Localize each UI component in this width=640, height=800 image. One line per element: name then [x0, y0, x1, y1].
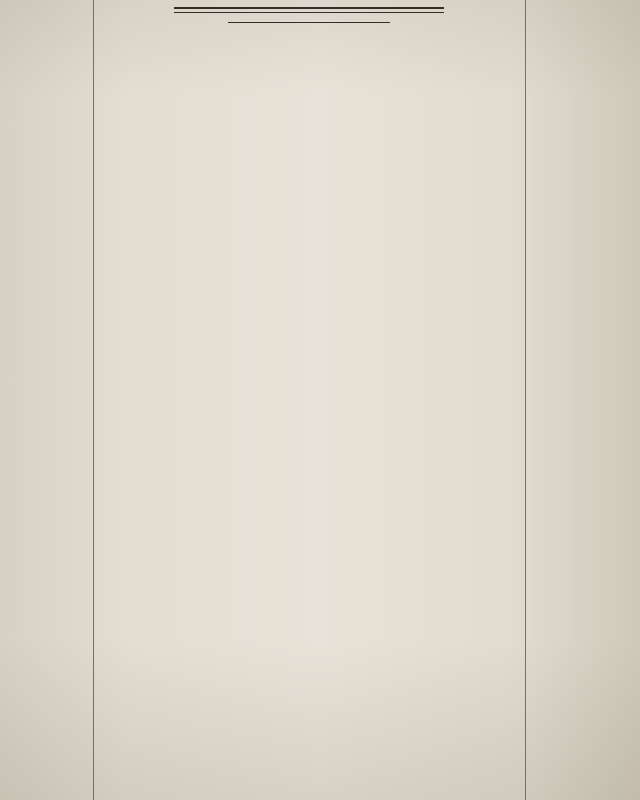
section-rule: [174, 7, 444, 13]
left-column: [0, 0, 90, 800]
column-divider-right: [525, 0, 526, 800]
title-underline: [228, 22, 390, 23]
center-column: [96, 0, 522, 800]
right-column: [528, 0, 640, 800]
column-divider-left: [93, 0, 94, 800]
